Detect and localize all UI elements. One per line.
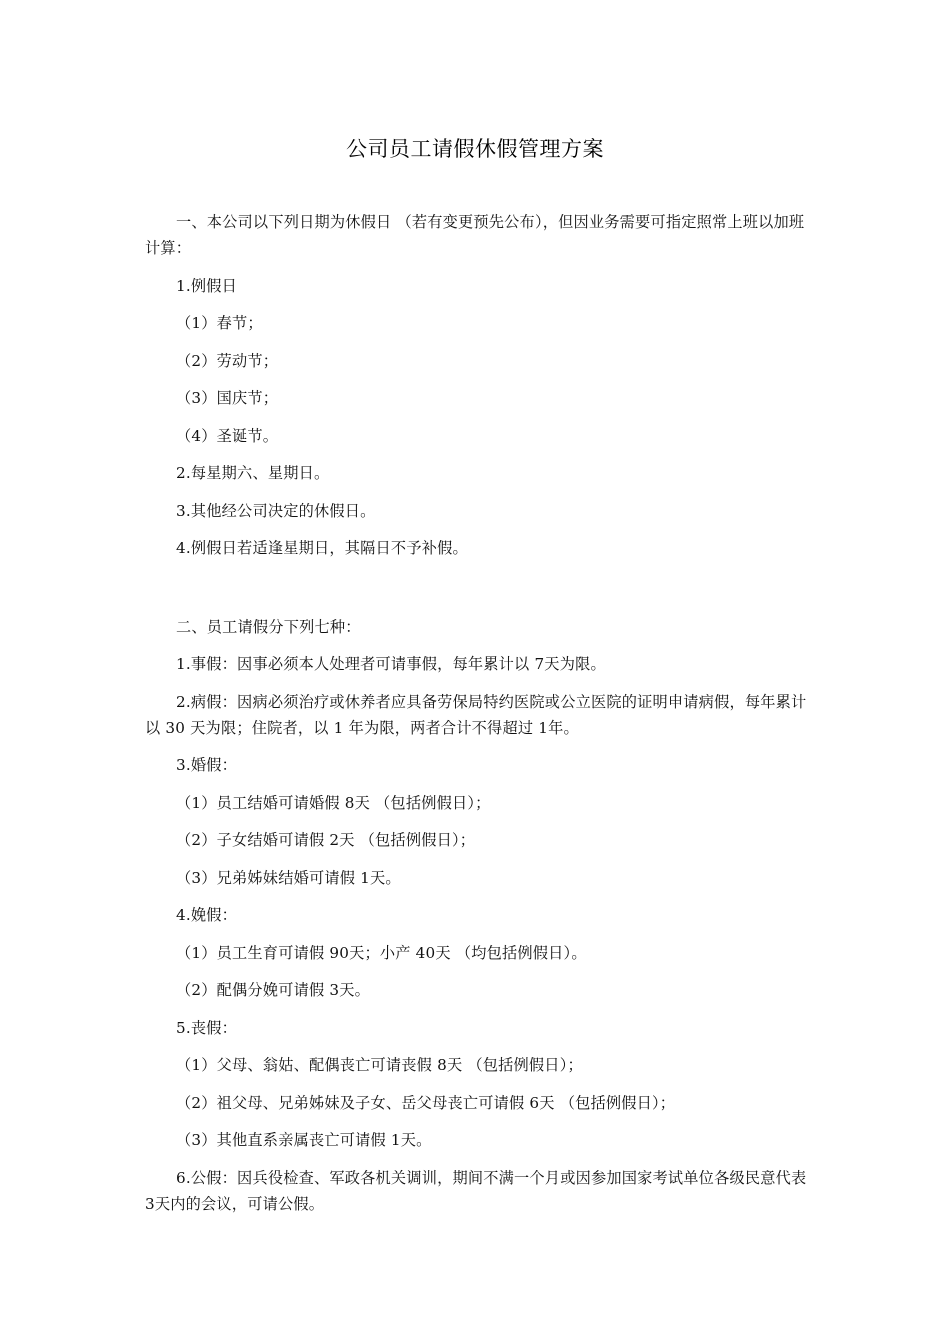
leave-maternity-sub-1: （1）员工生育可请假 90天；小产 40天 （均包括例假日）。	[176, 943, 587, 962]
leave-marriage-sub-2: （2）子女结婚可请假 2天 （包括例假日）；	[176, 831, 476, 849]
leave-bereavement-sub-2: （2）祖父母、兄弟姊妹及子女、岳父母丧亡可请假 6天 （包括例假日）；	[176, 1093, 676, 1112]
leave-sick: 2.病假：因病必须治疗或休养者应具备劳保局特约医院或公立医院的证明申请病假，每年累计以 30 天为限；住院者，以 1 年为限，两者合计不得超过 1年。	[145, 692, 807, 737]
section1-item1: 1.例假日	[176, 276, 238, 295]
section2-intro: 二、员工请假分下列七种：	[176, 617, 361, 636]
leave-marriage-sub-1: （1）员工结婚可请婚假 8天 （包括例假日）；	[176, 793, 491, 812]
document-title: 公司员工请假休假管理方案	[346, 137, 604, 161]
leave-personal: 1.事假：因事必须本人处理者可请事假，每年累计以 7天为限。	[176, 655, 606, 673]
holiday-christmas: （4）圣诞节。	[176, 426, 279, 445]
section1-intro: 一、本公司以下列日期为休假日 （若有变更预先公布），但因业务需要可指定照常上班以加班计算：	[145, 213, 805, 257]
leave-bereavement-sub-1: （1）父母、翁姑、配偶丧亡可请丧假 8天 （包括例假日）；	[176, 1056, 583, 1074]
section1-item3: 3.其他经公司决定的休假日。	[176, 501, 376, 520]
leave-marriage-sub-3: （3）兄弟姊妹结婚可请假 1天。	[176, 868, 401, 887]
leave-bereavement: 5.丧假：	[176, 1018, 238, 1037]
section-spacer	[145, 573, 810, 614]
holiday-national-day: （3）国庆节；	[176, 389, 279, 407]
section1-item4: 4.例假日若适逢星期日，其隔日不予补假。	[176, 539, 468, 557]
leave-bereavement-sub-3: （3）其他直系亲属丧亡可请假 1天。	[176, 1131, 432, 1149]
holiday-labor-day: （2）劳动节；	[176, 351, 279, 370]
section1-item2: 2.每星期六、星期日。	[176, 464, 330, 482]
leave-maternity-sub-2: （2）配偶分娩可请假 3天。	[176, 981, 371, 999]
leave-maternity: 4.娩假：	[176, 906, 238, 924]
document-body	[145, 209, 810, 1228]
holiday-spring-festival: （1）春节；	[176, 314, 263, 332]
leave-official: 6.公假：因兵役检查、军政各机关调训，期间不满一个月或因参加国家考试单位各级民意代表 3天内的会议，可请公假。	[145, 1168, 807, 1213]
leave-marriage: 3.婚假：	[176, 756, 238, 774]
